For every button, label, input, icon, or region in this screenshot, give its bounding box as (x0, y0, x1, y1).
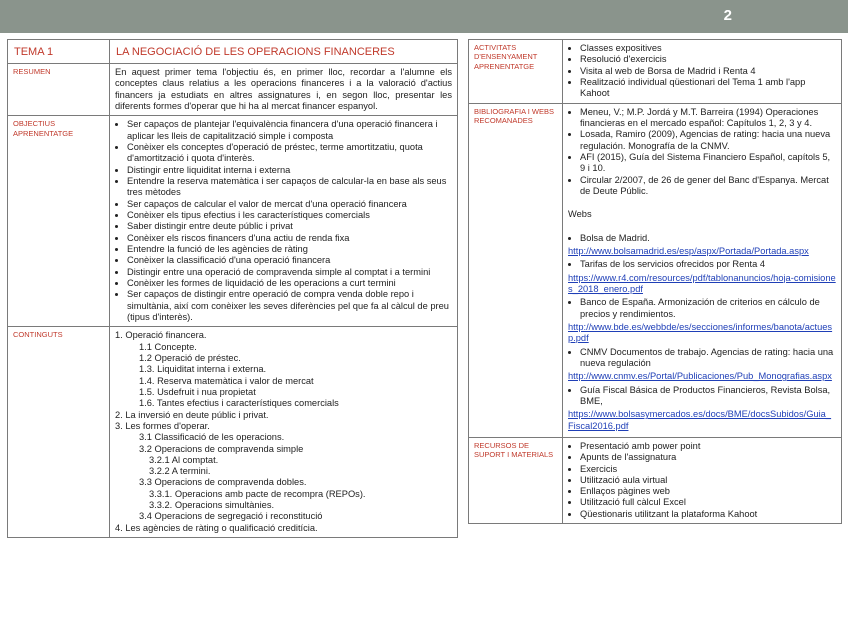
web-description: • Tarifas de los servicios ofrecidos por Renta 4 (580, 259, 836, 270)
web-link[interactable]: http://www.cnmv.es/Portal/Publicaciones/Pub_Monografias.aspx (568, 371, 832, 382)
list-item: • Losada, Ramiro (2009), Agencias de rating: hacia una nueva regulación. Monografía de la CNMV. (580, 129, 836, 152)
page-number: 2 (723, 7, 732, 24)
continguts-cell (110, 327, 458, 538)
webs-list (568, 233, 836, 432)
header-row (8, 40, 458, 64)
bibliografia-cell (563, 103, 842, 437)
content-line: 3.2.2 A termini. (149, 466, 211, 477)
content-line: 3.3.1. Operacions amb pacte de recompra (REPOs). (149, 488, 366, 499)
books-list (568, 107, 836, 198)
list-item: • Ser capaços de calcular el valor de mercat d'una operació financera (127, 199, 452, 210)
webs-title: Webs (568, 209, 592, 220)
content-line: 1.4. Reserva matemàtica i valor de mercat (139, 375, 314, 386)
web-link[interactable]: https://www.r4.com/resources/pdf/tablonanuncios/hoja-comisiones_2018_enero.pdf (568, 272, 836, 294)
resumen-row (8, 64, 458, 116)
content-line: 1.6. Tantes efectius i característiques comercials (139, 398, 339, 409)
web-entry (568, 259, 836, 270)
list-item: • Ser capaços de distingir entre operació de compra venda doble repo i simultània, així com conèixer les seves diferències pel que fa al càlcul de preu (tipus d'interès). (127, 289, 452, 323)
web-link[interactable]: http://www.bolsamadrid.es/esp/aspx/Portada/Portada.aspx (568, 245, 809, 256)
content-line: 1. Operació financera. (115, 330, 207, 341)
continguts-row (8, 327, 458, 538)
resumen-text: En aquest primer tema l'objectiu és, en primer lloc, recordar a l'alumne els conceptes claus relatius a les operacions financeres i a la valoració d'actius financers ja estudiats en altres assignatures i, en segon lloc, presentar les diferents formes d'operar que hi ha al mercat financer espanyol. (110, 64, 458, 116)
right-table (468, 39, 842, 524)
list-item: • Entendre la funció de les agències de ràting (127, 244, 452, 255)
list-item: • Conèixer els riscos financers d'una actiu de renda fixa (127, 233, 452, 244)
list-item: • Conèixer les formes de liquidació de les operacions a curt termini (127, 278, 452, 289)
list-item: • Exercicis (580, 464, 836, 475)
content-line: 3.3 Operacions de compravenda dobles. (139, 477, 307, 488)
top-banner (0, 0, 848, 33)
objectius-label: OBJECTIUS APRENENTATGE (8, 116, 110, 327)
list-item: • Qüestionaris utilitzant la plataforma Kahoot (580, 509, 836, 520)
continguts-label: CONTINGUTS (8, 327, 110, 538)
left-table (7, 39, 458, 538)
web-description: • Bolsa de Madrid. (580, 233, 836, 244)
list-item: • Presentació amb power point (580, 441, 836, 452)
list-item: • Realització individual qüestionari del Tema 1 amb l'app Kahoot (580, 77, 836, 100)
header-title: LA NEGOCIACIÓ DE LES OPERACIONS FINANCERES (110, 40, 458, 64)
list-item: • Visita al web de Borsa de Madrid i Renta 4 (580, 66, 836, 77)
list-item: • Distingir entre una operació de compravenda simple al comptat i a termini (127, 267, 452, 278)
list-item: • Conèixer els conceptes d'operació de préstec, terme amortitzatiu, quota d'amortització i quota d'interès. (127, 142, 452, 165)
content-line: 2. La inversió en deute públic i privat. (115, 409, 269, 420)
objectius-row (8, 116, 458, 327)
content-line: 3.3.2. Operacions simultànies. (149, 500, 275, 511)
list-item: • Saber distingir entre deute públic i privat (127, 221, 452, 232)
web-description: • Guía Fiscal Básica de Productos Financieros, Revista Bolsa, BME, (580, 385, 836, 408)
list-item: • Distingir entre liquiditat interna i externa (127, 165, 452, 176)
activitats-label: ACTIVITATS D'ENSENYAMENT APRENENTATGE (469, 40, 563, 104)
activitats-row (469, 40, 842, 104)
recursos-row (469, 437, 842, 523)
web-entry (568, 297, 836, 320)
list-item: • Conèixer la classificació d'una operació financera (127, 255, 452, 266)
content-line: 3.1 Classificació de les operacions. (139, 432, 285, 443)
content-line: 1.3. Liquiditat interna i externa. (139, 364, 267, 375)
list-item: • Entendre la reserva matemàtica i ser capaços de calcular-la en base als seus tres mètodes (127, 176, 452, 199)
content-line: 1.5. Usdefruit i nua propietat (139, 386, 256, 397)
header-label: TEMA 1 (8, 40, 110, 64)
content-line: 1.2 Operació de préstec. (139, 352, 241, 363)
list-item: • AFI (2015), Guía del Sistema Financiero Español, capítols 5, 9 i 10. (580, 152, 836, 175)
resumen-label: RESUMEN (8, 64, 110, 116)
list-item: • Resolució d'exercicis (580, 54, 836, 65)
list-item: • Apunts de l'assignatura (580, 452, 836, 463)
bibliografia-row (469, 103, 842, 437)
recursos-label: RECURSOS DE SUPORT I MATERIALS (469, 437, 563, 523)
list-item: • Utilització aula virtual (580, 475, 836, 486)
content-line: 1.1 Concepte. (139, 341, 197, 352)
web-link[interactable]: https://www.bolsasymercados.es/docs/BME/docsSubidos/Guia_Fiscal2016.pdf (568, 409, 832, 431)
list-item: • Utilització full càlcul Excel (580, 497, 836, 508)
list-item: • Ser capaços de plantejar l'equivalència financera d'una operació financera i aplicar les lleis de capitalització simple i composta (127, 119, 452, 142)
content-line: 3.2 Operacions de compravenda simple (139, 443, 304, 454)
activitats-list (568, 43, 836, 100)
list-item: • Enllaços pàgines web (580, 486, 836, 497)
web-link[interactable]: http://www.bde.es/webbde/es/secciones/informes/banota/actuesp.pdf (568, 321, 833, 344)
content-line: 4. Les agències de ràting o qualificació creditícia. (115, 522, 318, 533)
web-description: • CNMV Documentos de trabajo. Agencias de rating: hacia una nueva regulación (580, 347, 836, 370)
web-description: • Banco de España. Armonización de criterios en cálculo de precios y rendimientos. (580, 297, 836, 320)
list-item: • Circular 2/2007, de 26 de gener del Banc d'Espanya. Mercat de Deute Públic. (580, 175, 836, 198)
activitats-cell (563, 40, 842, 104)
objectius-list (115, 119, 452, 323)
bibliografia-label: BIBLIOGRAFIA I WEBS RECOMANADES (469, 103, 563, 437)
list-item: • Meneu, V.; M.P. Jordá y M.T. Barreira (1994) Operaciones financieras en el mercado español: Capítulos 1, 2, 3 y 4. (580, 107, 836, 130)
web-entry (568, 233, 836, 244)
list-item: • Conèixer els tipus efectius i les característiques comercials (127, 210, 452, 221)
content-line: 3.4 Operacions de segregació i reconstitució (139, 511, 323, 522)
list-item: • Classes expositives (580, 43, 836, 54)
web-entry (568, 385, 836, 408)
web-entry (568, 347, 836, 370)
objectius-cell (110, 116, 458, 327)
content-line: 3.2.1 Al comptat. (149, 454, 219, 465)
recursos-cell (563, 437, 842, 523)
recursos-list (568, 441, 836, 520)
content-line: 3. Les formes d'operar. (115, 420, 210, 431)
